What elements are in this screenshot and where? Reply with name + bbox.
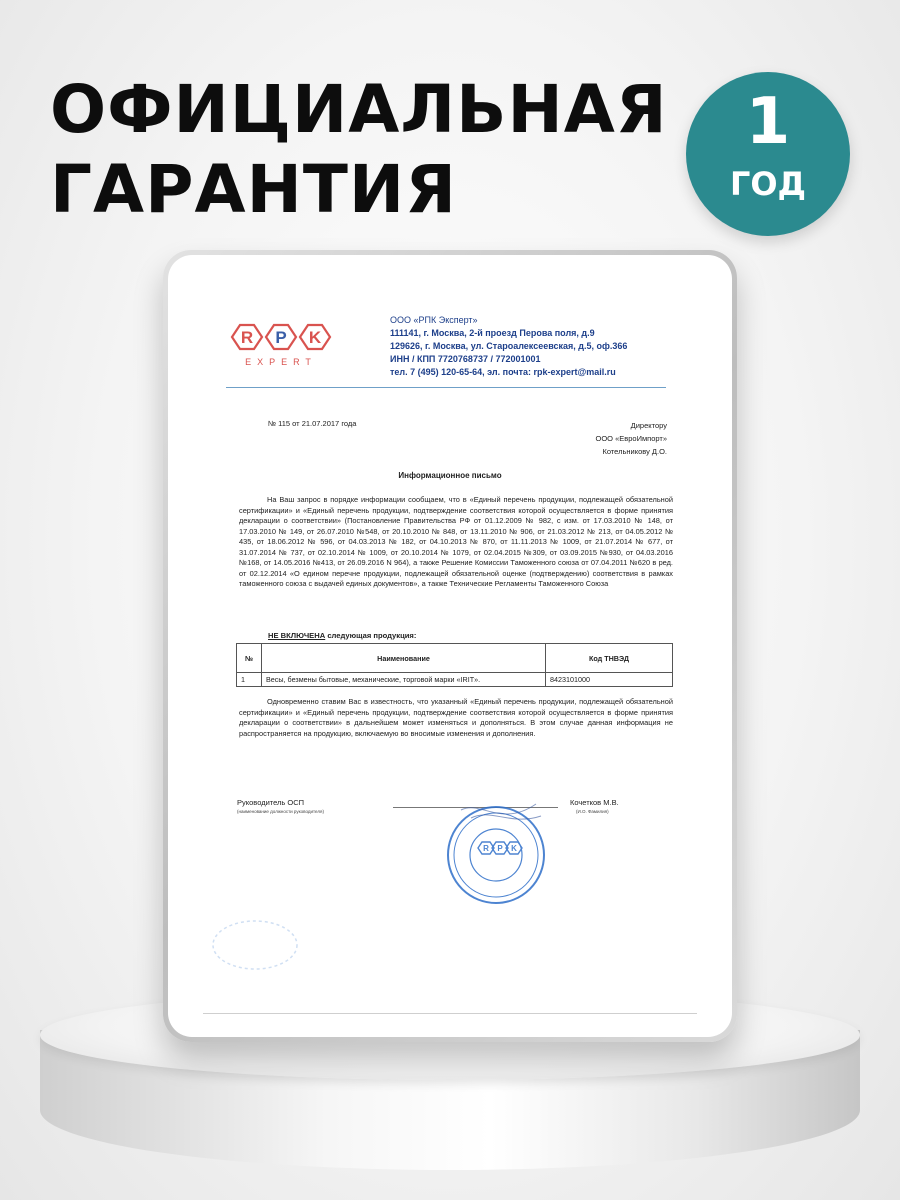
company-stamp-icon — [441, 798, 551, 908]
signer-position-note: (наименование должности руководителя) — [237, 809, 324, 814]
column-header: Наименование — [262, 644, 546, 673]
addressee-line: ООО «ЕвроИмпорт» — [595, 434, 667, 443]
svg-text:P: P — [497, 844, 503, 853]
tablet-frame — [163, 250, 737, 1042]
letter-number: № 115 от 21.07.2017 года — [268, 419, 357, 428]
company-details — [390, 314, 627, 379]
warranty-badge — [686, 72, 850, 236]
company-address-1: 111141, г. Москва, 2-й проезд Перова поля, д.9 — [390, 328, 595, 338]
company-inn: ИНН / КПП 7720768737 / 772001001 — [390, 354, 541, 364]
header-divider — [226, 387, 666, 388]
signer-name-note: (И.О. Фамилия) — [576, 809, 609, 814]
badge-unit: ГОД — [729, 165, 807, 203]
column-header: Код ТНВЭД — [546, 644, 673, 673]
products-table — [236, 643, 673, 687]
svg-text:K: K — [308, 328, 322, 347]
headline-line-2: ГАРАНТИЯ — [50, 151, 457, 228]
letter-paragraph-1: На Ваш запрос в порядке информации сообщаем, что в «Единый перечень продукции, подлежащей обязательной сертификации» и «Единый перечень продукции, подтверждение соответствия которой осуществляется в форме принятия декларации о соответствии» (Постановление Правительства РФ от 01.12.2009 № 982, с изм. от 17.03.2010 № 148, от 17.03.2010 № 149, от 26.07.2010 №548, от 20.10.2010 № 848, от 13.11.2010 № 906, от 21.03.2012 № 213, от 04.05.2012 № 435, от 18.06.2012 № 596, от 04.03.2013 № 182, от 04.10.2013 № 870, от 11.11.2013 № 1009, от 21.07.2014 № 677, от 31.07.2014 № 737, от 02.10.2014 № 1009, от 20.10.2014 № 1079, от 02.04.2015 №309, от 03.09.2015 №930, от 04.03.2016 №168, от 14.05.2016 №413, от 26.09.2016 N 964), а также Решение Комиссии Таможенного союза от 07.04.2011 №620 в ред. от 02.12.2014 «О едином перечне продукции, подлежащей обязательной оценке (подтверждению) соответствия в рамках таможенного союза с выдачей единых документов», а также Технические Регламенты Таможенного Союза — [239, 495, 673, 588]
rpk-expert-logo — [228, 317, 334, 375]
svg-text:K: K — [511, 844, 517, 853]
letter-paragraph-2: Одновременно ставим Вас в известность, что указанный «Единый перечень продукции, подлежащей обязательной сертификации» и «Единый перечень продукции, подтверждение соответствия которой осуществляется в форме принятия декларации о соответствии» в дальнейшем может изменяться и дополняться. В этом случае данная информация не распространяется на продукцию, включаемую во вносимые изменения и дополнения. — [239, 697, 673, 738]
signer-position: Руководитель ОСП — [237, 798, 305, 807]
svg-text:R: R — [483, 844, 489, 853]
svg-text:P: P — [275, 328, 287, 347]
column-header: № — [237, 644, 262, 673]
company-contacts: тел. 7 (495) 120-65-64, эл. почта: rpk-expert@mail.ru — [390, 367, 616, 377]
company-name: ООО «РПК Эксперт» — [390, 315, 478, 325]
company-address-2: 129626, г. Москва, ул. Староалексеевская, д.5, оф.366 — [390, 341, 628, 351]
tablet-screen — [168, 255, 732, 1037]
table-cell: 1 — [237, 673, 262, 687]
table-row — [237, 673, 673, 687]
addressee — [596, 419, 667, 458]
svg-text:EXPERT: EXPERT — [245, 357, 317, 367]
addressee-line: Директору — [630, 421, 667, 430]
headline-line-1: ОФИЦИАЛЬНАЯ — [50, 71, 668, 148]
faint-stamp-mark — [208, 915, 303, 975]
addressee-line: Котельникову Д.О. — [602, 447, 667, 456]
certificate-letter — [168, 255, 732, 1037]
excluded-heading — [268, 631, 416, 640]
headline — [50, 70, 668, 230]
excluded-rest: следующая продукция: — [325, 631, 417, 640]
letter-title: Информационное письмо — [398, 471, 502, 480]
table-cell: 8423101000 — [546, 673, 673, 687]
table-cell: Весы, безмены бытовые, механические, торговой марки «IRIT». — [262, 673, 546, 687]
table-header-row — [237, 644, 673, 673]
svg-text:R: R — [240, 328, 254, 347]
badge-number: 1 — [745, 85, 791, 159]
excluded-bold: НЕ ВКЛЮЧЕНА — [268, 631, 326, 640]
signer-name: Кочетков М.В. — [570, 798, 619, 807]
footer-divider — [203, 1013, 697, 1014]
